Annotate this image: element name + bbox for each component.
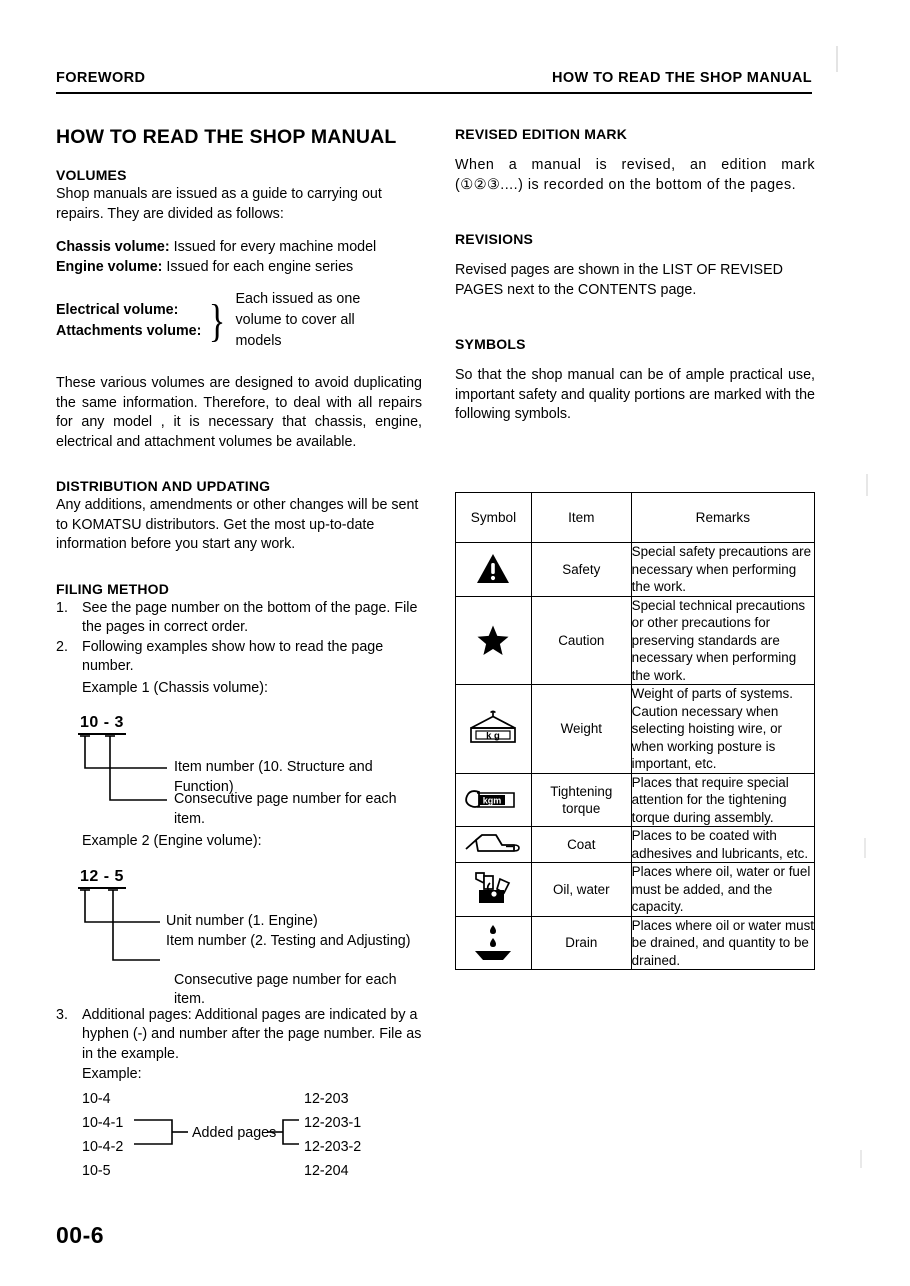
filing-step-3-marker: 3.: [56, 1006, 68, 1023]
combined-volumes-text: [235, 289, 360, 352]
running-header-right: HOW TO READ THE SHOP MANUAL: [552, 70, 812, 86]
oil-can-pour-icon: [456, 869, 531, 909]
edition-mark-circles: ①②③: [460, 176, 501, 193]
added-left-item-1: 10-4-1: [82, 1115, 124, 1131]
electrical-volume-label: Electrical volume:: [56, 301, 179, 318]
combined-volumes-text-line3: models: [235, 333, 282, 349]
added-left-item-3: 10-5: [82, 1163, 111, 1179]
example3-caption-wrap: [56, 1064, 422, 1085]
item-cell-weight: Weight: [531, 685, 631, 774]
filing-step-1-marker: 1.: [56, 599, 68, 616]
table-row: [456, 543, 815, 597]
table-row: [456, 916, 815, 970]
symbols-table-header-row: [456, 493, 815, 543]
engine-volume-label: Engine volume:: [56, 258, 163, 275]
svg-text:kgm: kgm: [483, 795, 502, 806]
added-right-item-2: 12-203-2: [304, 1139, 362, 1155]
added-pages-label: Added pages: [192, 1125, 277, 1141]
scan-artifact: [866, 474, 868, 496]
revised-edition-text: [455, 156, 815, 195]
weight-hook-icon: [456, 708, 531, 750]
symbol-cell-safety: [456, 543, 532, 597]
example2-page-number: 12 - 5: [78, 868, 126, 889]
filing-step-1-text: See the page number on the bottom of the page. File the pages in correct order.: [82, 599, 418, 635]
heading-symbols: SYMBOLS: [455, 336, 526, 352]
item-label-tightening-torque: Tightening torque: [550, 783, 613, 816]
heading-volumes: VOLUMES: [56, 167, 127, 183]
revised-edition-prefix: (: [455, 176, 461, 193]
example2-leader-text-3: Consecutive page number for each item.: [174, 971, 397, 1007]
heading-filing-method: FILING METHOD: [56, 580, 170, 597]
remarks-cell-oil-water: Places where oil, water or fuel must be added, and the capacity.: [631, 863, 814, 917]
filing-step-2: [56, 638, 422, 677]
column-header-remarks: Remarks: [631, 493, 814, 543]
chassis-volume-label: Chassis volume:: [56, 239, 170, 255]
symbols-table-body: [456, 543, 815, 970]
remarks-cell-coat: Places to be coated with adhesives and lubricants, etc.: [631, 827, 814, 863]
example2-caption-wrap: [56, 832, 422, 852]
heading-revisions: REVISIONS: [455, 231, 534, 247]
combined-volumes-text-line1: Each issued as one: [235, 291, 361, 307]
volumes-intro: Shop manuals are issued as a guide to carrying out repairs. They are divided as follows:: [56, 186, 382, 222]
filing-step-3-list: [56, 1006, 422, 1065]
remarks-cell-tightening-torque: Places that require special attention for the tightening torque during assembly.: [631, 773, 814, 827]
page-number-folio: 00-6: [56, 1222, 105, 1248]
column-header-symbol: Symbol: [456, 493, 532, 543]
item-cell-safety: Safety: [531, 543, 631, 597]
left-column: [56, 126, 422, 1183]
svg-text:k g: k g: [486, 730, 501, 742]
combined-volumes-text-line2: volume to cover all: [235, 312, 355, 328]
revisions-text: Revised pages are shown in the LIST OF REVISED PAGES next to the CONTENTS page.: [455, 262, 783, 298]
table-row: [456, 596, 815, 685]
attachments-volume-label: Attachments volume:: [56, 322, 202, 339]
symbols-intro-text: So that the shop manual can be of ample practical use, important safety and quality portions are marked with the following symbols.: [455, 367, 815, 422]
added-right-item-0: 12-203: [304, 1091, 349, 1107]
curly-brace-icon: }: [209, 294, 226, 346]
page-title: HOW TO READ THE SHOP MANUAL: [56, 126, 397, 148]
remarks-cell-caution: Special technical precautions or other precautions for preserving standards are necessary when performing the work.: [631, 596, 814, 685]
warning-triangle-icon: [456, 552, 531, 586]
example1-leader-text-1: Item number (10. Structure and Function): [174, 759, 373, 795]
revised-edition-line1: When a manual is revised, an edition mark: [455, 157, 815, 173]
symbol-cell-coat: [456, 827, 532, 863]
engine-volume-text: Issued for each engine series: [162, 258, 354, 275]
symbol-cell-caution: [456, 596, 532, 685]
heading-revised-edition-mark: REVISED EDITION MARK: [455, 126, 628, 142]
item-cell-caution: Caution: [531, 596, 631, 685]
right-column: [455, 126, 815, 439]
distribution-text: Any additions, amendments or other changes will be sent to KOMATSU distributors. Get the most up-to-date information before you start any work.: [56, 497, 419, 552]
filing-step-3: [56, 1006, 422, 1065]
item-cell-drain: Drain: [531, 916, 631, 970]
scan-artifact: [864, 838, 866, 858]
added-right-item-1: 12-203-1: [304, 1115, 362, 1131]
remarks-cell-drain: Places where oil or water must be drained, and quantity to be drained.: [631, 917, 815, 968]
wrench-torque-icon: [456, 785, 531, 815]
filing-step-2-marker: 2.: [56, 638, 68, 655]
heading-distribution: DISTRIBUTION AND UPDATING: [56, 478, 271, 494]
table-row: [456, 773, 815, 827]
header-rule: [56, 92, 812, 94]
added-left-item-0: 10-4: [82, 1091, 111, 1107]
item-cell-tightening-torque: [531, 773, 631, 827]
example2-leader-text-2: Item number (2. Testing and Adjusting): [166, 932, 411, 949]
symbol-cell-oil-water: [456, 863, 532, 917]
running-header: [56, 70, 812, 86]
example2-caption: Example 2 (Engine volume):: [82, 833, 262, 849]
example1-caption: Example 1 (Chassis volume):: [82, 679, 268, 696]
engine-volume-line: [56, 258, 422, 278]
star-icon: [456, 624, 531, 657]
example1-leader-text-2: Consecutive page number for each item.: [174, 791, 397, 827]
table-row: [456, 827, 815, 863]
symbols-table-head: [456, 493, 815, 543]
added-right-item-3: 12-204: [304, 1163, 349, 1179]
running-header-left: FOREWORD: [56, 70, 146, 86]
remarks-cell-safety: Special safety precautions are necessary when performing the work.: [631, 543, 814, 597]
revised-edition-suffix: ....) is recorded on the bottom of the pages.: [500, 176, 797, 193]
volumes-closing: These various volumes are designed to avoid duplicating the same information. Therefore, to deal with all repairs for any model , it is necessary that chassis, engine, electrical and attachment volumes be available.: [56, 375, 422, 450]
combined-volumes-labels: [56, 300, 201, 342]
chassis-volume-text: Issued for every machine model: [169, 239, 377, 255]
symbol-cell-weight: [456, 685, 532, 774]
grease-gun-coat-icon: [456, 831, 531, 859]
added-left-item-2: 10-4-2: [82, 1139, 124, 1155]
filing-steps-list: [56, 599, 422, 677]
table-row: [456, 863, 815, 917]
column-header-item: Item: [531, 493, 631, 543]
combined-volumes-group: [56, 289, 422, 352]
example1-page-number: 10 - 3: [78, 714, 126, 735]
example2-leader-text-1: Unit number (1. Engine): [166, 912, 318, 929]
drain-drip-icon: [456, 922, 531, 964]
filing-step-2-text: Following examples show how to read the page number.: [82, 638, 384, 674]
symbol-cell-tightening-torque: [456, 773, 532, 827]
example3-caption: Example:: [82, 1066, 142, 1082]
item-cell-coat: Coat: [531, 827, 631, 863]
example2-diagram: [56, 867, 422, 1007]
symbols-table: [455, 492, 815, 970]
filing-step-3-text: Additional pages: Additional pages are indicated by a hyphen (-) and number after the page number. File as in the example.: [82, 1006, 422, 1062]
table-row: [456, 685, 815, 774]
example1-caption-wrap: [56, 679, 422, 699]
filing-step-1: [56, 599, 422, 638]
item-cell-oil-water: Oil, water: [531, 863, 631, 917]
chassis-volume-line: [56, 238, 422, 258]
symbol-cell-drain: [456, 916, 532, 970]
added-pages-diagram: [56, 1087, 422, 1183]
scan-artifact: [860, 1150, 862, 1168]
scan-artifact: [836, 46, 838, 72]
remarks-cell-weight: Weight of parts of systems. Caution necessary when selecting hoisting wire, or when working posture is important, etc.: [631, 685, 814, 774]
example1-diagram: [56, 714, 422, 826]
